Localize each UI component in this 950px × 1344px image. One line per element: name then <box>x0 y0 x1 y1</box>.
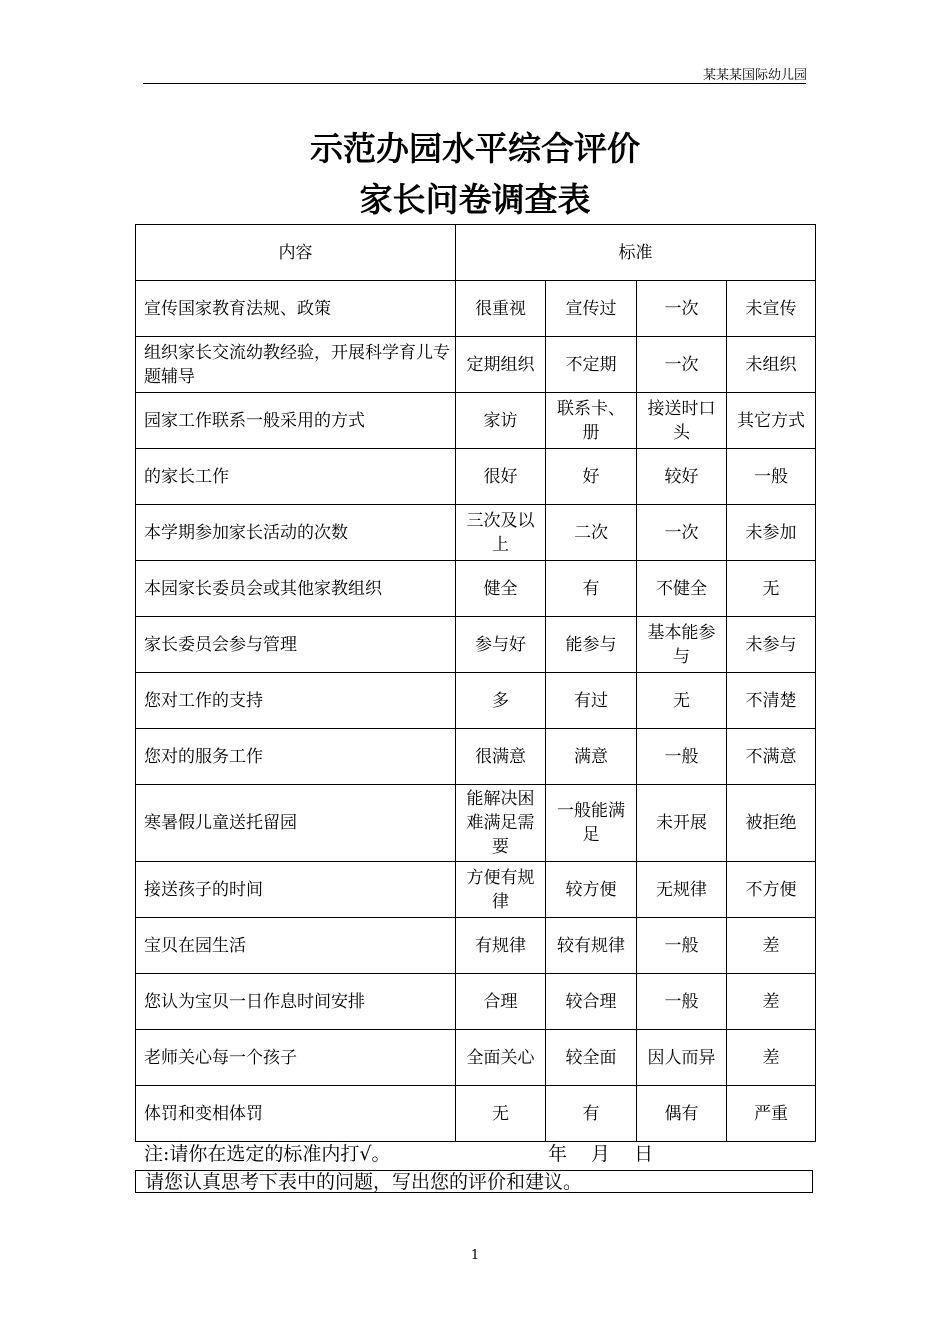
option-cell[interactable]: 差 <box>727 1030 816 1086</box>
option-cell[interactable]: 严重 <box>727 1086 816 1142</box>
survey-table <box>135 224 816 1142</box>
option-cell[interactable]: 合理 <box>456 974 546 1030</box>
note-date: 年 月 日 <box>548 1143 654 1165</box>
option-cell[interactable]: 多 <box>456 673 546 729</box>
option-cell[interactable]: 有 <box>546 561 637 617</box>
option-cell[interactable]: 差 <box>727 918 816 974</box>
option-cell[interactable]: 较合理 <box>546 974 637 1030</box>
option-cell[interactable]: 无 <box>727 561 816 617</box>
row-item-label: 老师关心每一个孩子 <box>136 1030 456 1086</box>
table-header-row <box>136 225 816 281</box>
table-row <box>136 337 816 393</box>
option-cell[interactable]: 其它方式 <box>727 393 816 449</box>
option-cell[interactable]: 全面关心 <box>456 1030 546 1086</box>
suggestion-box <box>135 1170 813 1193</box>
row-item-label: 本学期参加家长活动的次数 <box>136 505 456 561</box>
row-item-label: 家长委员会参与管理 <box>136 617 456 673</box>
option-cell[interactable]: 未组织 <box>727 337 816 393</box>
row-item-label: 宝贝在园生活 <box>136 918 456 974</box>
option-cell[interactable]: 差 <box>727 974 816 1030</box>
option-cell[interactable]: 无 <box>456 1086 546 1142</box>
option-cell[interactable]: 因人而异 <box>637 1030 727 1086</box>
option-cell[interactable]: 一次 <box>637 505 727 561</box>
header-rule <box>143 83 806 84</box>
table-row <box>136 974 816 1030</box>
table-row <box>136 449 816 505</box>
option-cell[interactable]: 能解决困难满足需要 <box>456 785 546 862</box>
table-row <box>136 785 816 862</box>
option-cell[interactable]: 偶有 <box>637 1086 727 1142</box>
note-text: 注:请你在选定的标准内打√。 <box>144 1143 391 1165</box>
option-cell[interactable]: 未参与 <box>727 617 816 673</box>
option-cell[interactable]: 不方便 <box>727 862 816 918</box>
option-cell[interactable]: 有规律 <box>456 918 546 974</box>
suggestion-text: 请您认真思考下表中的问题，写出您的评价和建议。 <box>145 1171 583 1193</box>
option-cell[interactable]: 一般能满足 <box>546 785 637 862</box>
option-cell[interactable]: 定期组织 <box>456 337 546 393</box>
page-title: 示范办园水平综合评价 <box>310 129 640 168</box>
option-cell[interactable]: 较方便 <box>546 862 637 918</box>
row-item-label: 体罚和变相体罚 <box>136 1086 456 1142</box>
option-cell[interactable]: 二次 <box>546 505 637 561</box>
table-row <box>136 918 816 974</box>
page-number: 1 <box>470 1248 480 1263</box>
row-item-label: 寒暑假儿童送托留园 <box>136 785 456 862</box>
row-item-label: 接送孩子的时间 <box>136 862 456 918</box>
table-row <box>136 862 816 918</box>
table-row <box>136 561 816 617</box>
table-row <box>136 393 816 449</box>
row-item-label: 您认为宝贝一日作息时间安排 <box>136 974 456 1030</box>
header-standard: 标准 <box>456 225 816 281</box>
option-cell[interactable]: 三次及以上 <box>456 505 546 561</box>
option-cell[interactable]: 宣传过 <box>546 281 637 337</box>
option-cell[interactable]: 未宣传 <box>727 281 816 337</box>
row-item-label: 组织家长交流幼教经验，开展科学育儿专题辅导 <box>136 337 456 393</box>
option-cell[interactable]: 一般 <box>637 729 727 785</box>
option-cell[interactable]: 方便有规律 <box>456 862 546 918</box>
row-item-label: 您对工作的支持 <box>136 673 456 729</box>
option-cell[interactable]: 一般 <box>727 449 816 505</box>
option-cell[interactable]: 很好 <box>456 449 546 505</box>
option-cell[interactable]: 无 <box>637 673 727 729</box>
option-cell[interactable]: 能参与 <box>546 617 637 673</box>
row-item-label: 园家工作联系一般采用的方式 <box>136 393 456 449</box>
option-cell[interactable]: 参与好 <box>456 617 546 673</box>
page-subtitle: 家长问卷调查表 <box>359 180 591 219</box>
option-cell[interactable]: 健全 <box>456 561 546 617</box>
header-org-name: 某某某国际幼儿园 <box>702 68 807 83</box>
option-cell[interactable]: 较好 <box>637 449 727 505</box>
option-cell[interactable]: 好 <box>546 449 637 505</box>
option-cell[interactable]: 有过 <box>546 673 637 729</box>
option-cell[interactable]: 较全面 <box>546 1030 637 1086</box>
option-cell[interactable]: 一次 <box>637 281 727 337</box>
table-row <box>136 617 816 673</box>
table-row <box>136 1030 816 1086</box>
row-item-label: 本园家长委员会或其他家教组织 <box>136 561 456 617</box>
table-row <box>136 505 816 561</box>
option-cell[interactable]: 较有规律 <box>546 918 637 974</box>
option-cell[interactable]: 不健全 <box>637 561 727 617</box>
option-cell[interactable]: 基本能参与 <box>637 617 727 673</box>
option-cell[interactable]: 接送时口头 <box>637 393 727 449</box>
option-cell[interactable]: 一次 <box>637 337 727 393</box>
table-row <box>136 729 816 785</box>
option-cell[interactable]: 无规律 <box>637 862 727 918</box>
option-cell[interactable]: 联系卡、册 <box>546 393 637 449</box>
option-cell[interactable]: 家访 <box>456 393 546 449</box>
row-item-label: 的家长工作 <box>136 449 456 505</box>
option-cell[interactable]: 很满意 <box>456 729 546 785</box>
header-content: 内容 <box>136 225 456 281</box>
option-cell[interactable]: 不定期 <box>546 337 637 393</box>
option-cell[interactable]: 有 <box>546 1086 637 1142</box>
option-cell[interactable]: 一般 <box>637 918 727 974</box>
option-cell[interactable]: 满意 <box>546 729 637 785</box>
option-cell[interactable]: 未开展 <box>637 785 727 862</box>
option-cell[interactable]: 未参加 <box>727 505 816 561</box>
table-row <box>136 673 816 729</box>
option-cell[interactable]: 一般 <box>637 974 727 1030</box>
option-cell[interactable]: 不满意 <box>727 729 816 785</box>
row-item-label: 宣传国家教育法规、政策 <box>136 281 456 337</box>
table-row <box>136 1086 816 1142</box>
row-item-label: 您对的服务工作 <box>136 729 456 785</box>
option-cell[interactable]: 很重视 <box>456 281 546 337</box>
option-cell[interactable]: 被拒绝 <box>727 785 816 862</box>
option-cell[interactable]: 不清楚 <box>727 673 816 729</box>
table-row <box>136 281 816 337</box>
